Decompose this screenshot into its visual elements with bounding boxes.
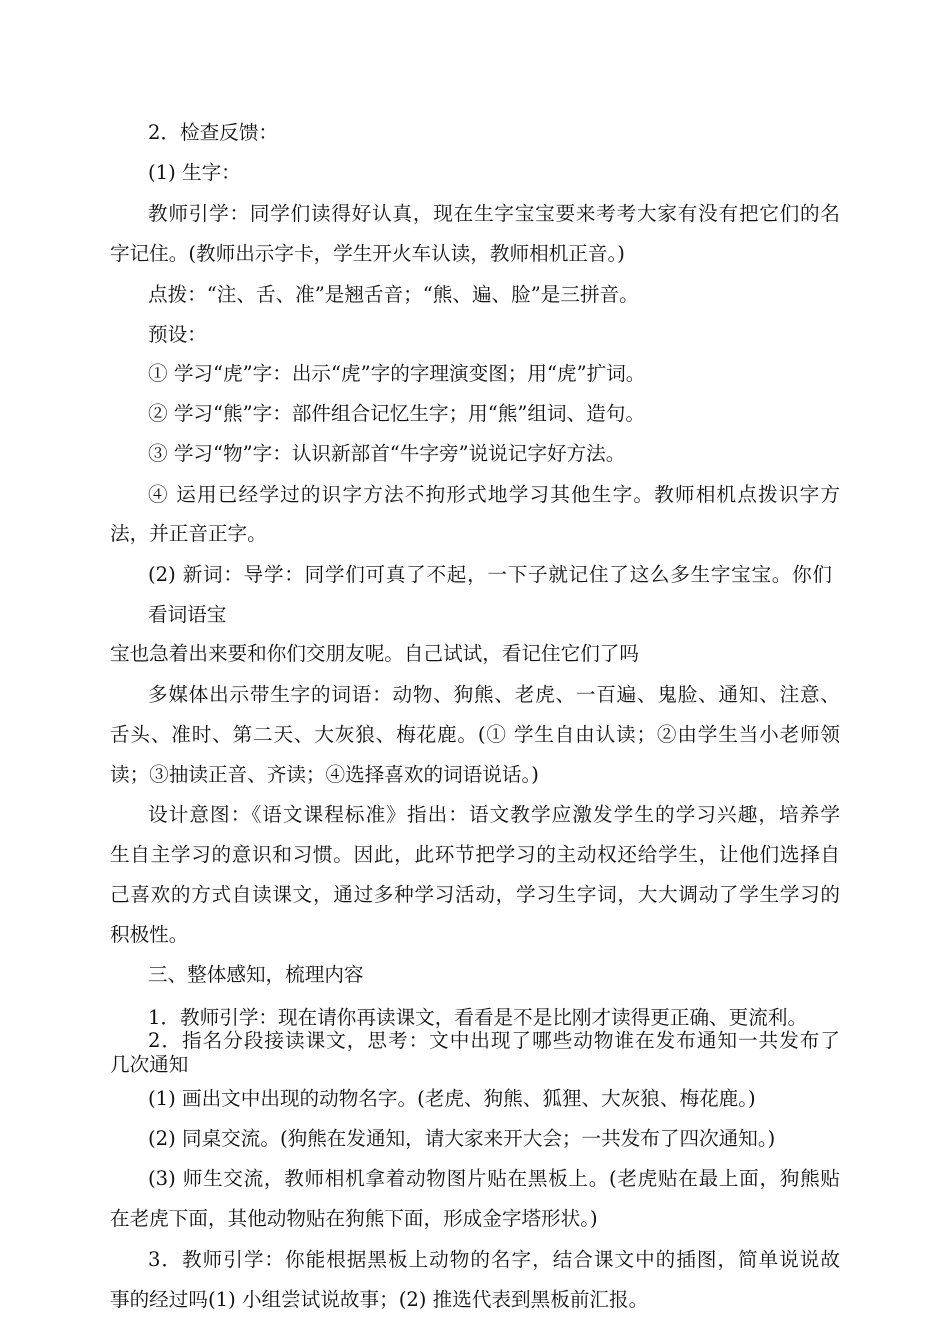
text-line: 舌头、准时、第二天、大灰狼、梅花鹿。(① 学生自由认读；②由学生当小老师领 xyxy=(110,723,840,746)
text-line: ② 学习“熊”字：部件组合记忆生字；用“熊”组词、造句。 xyxy=(148,402,645,425)
text-line: 设计意图：《语文课程标准》指出：语文教学应激发学生的学习兴趣，培养学 xyxy=(148,803,840,826)
text-line: 读；③抽读正音、齐读；④选择喜欢的词语说话。) xyxy=(110,763,539,786)
text-line: ③ 学习“物”字：认识新部首“牛字旁”说说记字好方法。 xyxy=(148,442,626,465)
text-line: 事的经过吗(1) 小组尝试说故事；(2) 推选代表到黑板前汇报。 xyxy=(110,1288,649,1311)
text-line: 2．检查反馈： xyxy=(148,121,279,144)
text-line: 积极性。 xyxy=(110,923,189,946)
text-line: 己喜欢的方式自读课文，通过多种学习活动，学习生字词，大大调动了学生学习的 xyxy=(110,883,840,906)
text-line: 3．教师引学：你能根据黑板上动物的名字，结合课文中的插图，简单说说故 xyxy=(148,1248,840,1271)
text-line: 生自主学习的意识和习惯。因此，此环节把学习的主动权还给学生，让他们选择自 xyxy=(110,843,840,866)
text-line: 1．教师引学：现在请你再读课文，看看是不是比刚才读得更正确、更流利。 xyxy=(148,1006,808,1029)
text-line: (1) 生字： xyxy=(148,161,241,184)
text-line: 2．指名分段接读课文，思考：文中出现了哪些动物谁在发布通知一共发布了 xyxy=(148,1029,840,1052)
text-line: 点拨：“注、舌、准”是翘舌音；“熊、遍、脸”是三拼音。 xyxy=(148,283,639,306)
section-heading: 三、整体感知，梳理内容 xyxy=(148,963,364,986)
text-line: 宝也急着出来要和你们交朋友呢。自己试试，看记住它们了吗 xyxy=(110,642,640,665)
text-line: (1) 画出文中出现的动物名字。(老虎、狗熊、狐狸、大灰狼、梅花鹿。) xyxy=(148,1087,756,1110)
text-line: 字记住。(教师出示字卡，学生开火车认读，教师相机正音。) xyxy=(110,242,625,265)
text-line: ④ 运用已经学过的识字方法不拘形式地学习其他生字。教师相机点拨识字方 xyxy=(148,483,840,506)
text-line: 教师引学：同学们读得好认真，现在生字宝宝要来考考大家有没有把它们的名 xyxy=(148,202,840,225)
text-line: 看词语宝 xyxy=(148,603,227,626)
text-line: 法，并正音正字。 xyxy=(110,522,267,545)
text-line: (2) 同桌交流。(狗熊在发通知，请大家来开大会；一共发布了四次通知。) xyxy=(148,1127,776,1150)
text-line: 多媒体出示带生字的词语：动物、狗熊、老虎、一百遍、鬼脸、通知、注意、 xyxy=(148,683,840,706)
text-line: 几次通知 xyxy=(110,1053,189,1076)
text-line: (3) 师生交流，教师相机拿着动物图片贴在黑板上。(老虎贴在最上面，狗熊贴 xyxy=(148,1167,840,1190)
text-line: 预设： xyxy=(148,323,207,346)
text-line: (2) 新词：导学：同学们可真了不起，一下子就记住了这么多生字宝宝。你们 xyxy=(148,563,832,586)
text-line: ① 学习“虎”字：出示“虎”字的字理演变图；用“虎”扩词。 xyxy=(148,362,646,385)
text-line: 在老虎下面，其他动物贴在狗熊下面，形成金字塔形状。) xyxy=(110,1207,598,1230)
